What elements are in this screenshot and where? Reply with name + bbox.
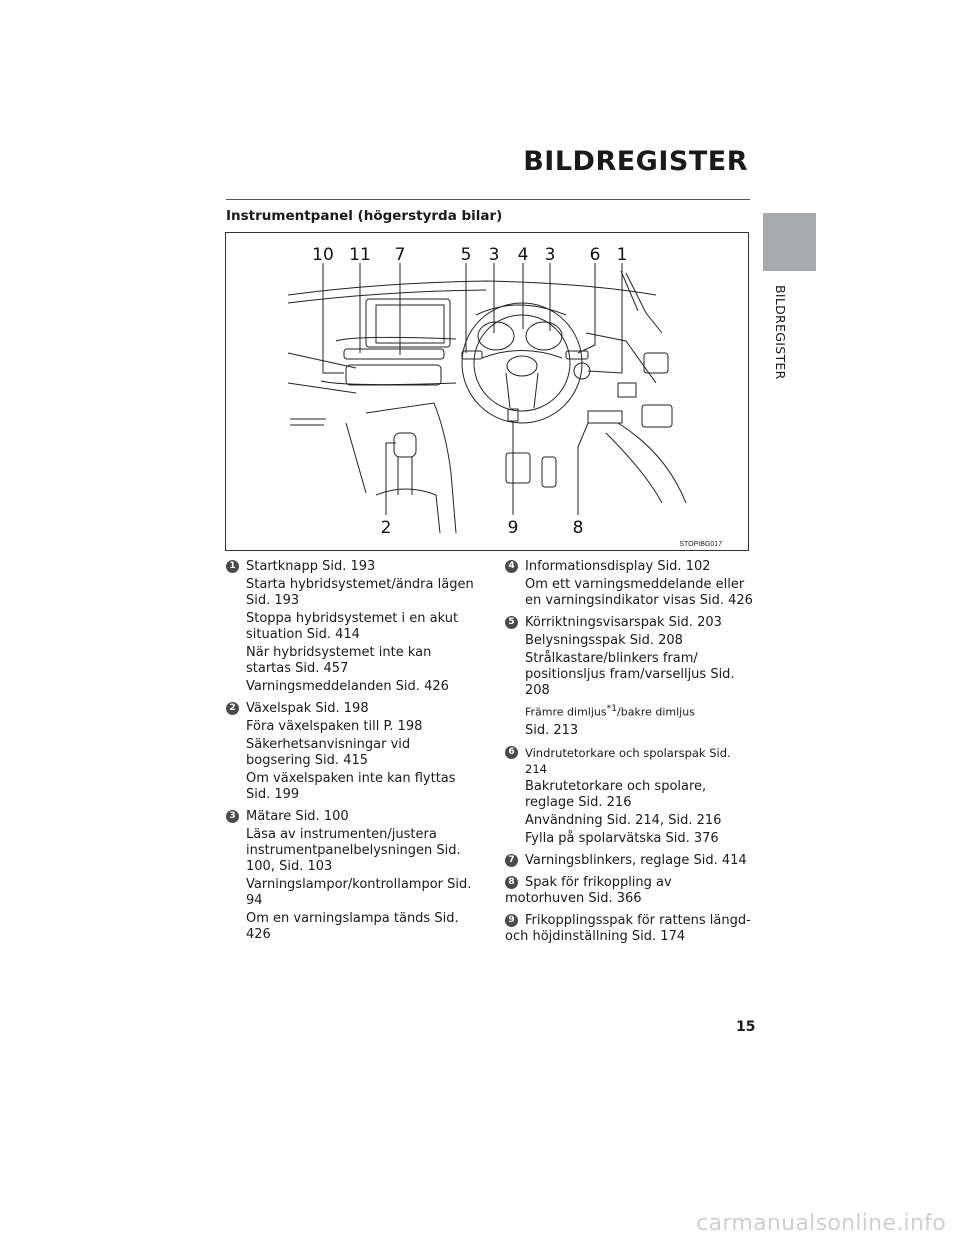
entry-sub: Varningslampor/kontrollampor Sid. 94: [246, 877, 472, 908]
callout-3a: 3: [488, 245, 500, 265]
entry-sub: Starta hybridsystemet/ändra lägen Sid. 193: [246, 577, 474, 608]
entry-4: [505, 559, 755, 609]
callout-1: 1: [616, 245, 628, 265]
callout-5: 5: [460, 245, 472, 265]
entry-sub: Föra växelspaken till P. 198: [246, 719, 423, 734]
entry-9: [505, 913, 755, 945]
entry-title: Vindrutetorkare och spolarspak Sid. 214: [525, 745, 731, 776]
fog-light-line: Främre dimljus$^{*1}$/bakre dimljus: [525, 703, 695, 719]
dashboard-illustration: [226, 233, 748, 550]
entry-sub: Om en varningslampa tänds Sid. 426: [246, 911, 459, 942]
entry-2: [226, 701, 474, 803]
entry-1: [226, 559, 474, 695]
entry-title: Startknapp Sid. 193: [246, 559, 376, 574]
title-rule: [226, 199, 750, 200]
callout-4: 4: [517, 245, 529, 265]
callout-6: 6: [589, 245, 601, 265]
figure-code: STOPIBG017: [679, 541, 722, 548]
item-number-badge: 4: [505, 560, 518, 573]
entry-sub: Om ett varningsmeddelande eller en varningsindikator visas Sid. 426: [525, 577, 753, 608]
right-column: [505, 559, 755, 951]
page-number: 15: [736, 1019, 756, 1035]
entry-title: Mätare Sid. 100: [246, 809, 349, 824]
item-number-badge: 1: [226, 560, 239, 573]
entry-7: [505, 853, 755, 869]
callout-7: 7: [394, 245, 406, 265]
item-number-badge: 9: [505, 914, 518, 927]
side-tab-label: BILDREGISTER: [773, 285, 788, 380]
entry-sub: Stoppa hybridsystemet i en akut situation Sid. 414: [246, 611, 459, 642]
entry-title: Informationsdisplay Sid. 102: [525, 559, 711, 574]
entry-sub: Bakrutetorkare och spolare, reglage Sid. 216: [525, 778, 707, 810]
left-column: [226, 559, 474, 949]
callout-9: 9: [507, 518, 519, 538]
callout-10: 10: [312, 245, 334, 265]
entry-8: [505, 875, 755, 907]
dashboard-figure: [225, 232, 749, 551]
entry-sub: Om växelspaken inte kan flyttas Sid. 199: [246, 771, 456, 802]
item-number-badge: 6: [505, 746, 518, 759]
entry-sub: Läsa av instrumenten/justera instrumentpanelbelysningen Sid. 100, Sid. 103: [246, 827, 461, 874]
entry-title: Varningsblinkers, reglage Sid. 414: [525, 852, 747, 868]
item-number-badge: 3: [226, 810, 239, 823]
watermark: carmanualsonline.info: [696, 1211, 946, 1236]
entry-6: [505, 745, 755, 847]
item-number-badge: 2: [226, 702, 239, 715]
entry-sub: När hybridsystemet inte kan startas Sid. 457: [246, 645, 432, 676]
callout-11: 11: [349, 245, 371, 265]
entry-sub: Fylla på spolarvätska Sid. 376: [525, 830, 719, 846]
item-number-badge: 5: [505, 616, 518, 629]
entry-title: Spak för frikoppling av motorhuven Sid. 366: [505, 874, 672, 906]
entry-sub: Användning Sid. 214, Sid. 216: [525, 812, 722, 828]
entry-sub: Säkerhetsanvisningar vid bogsering Sid. 415: [246, 737, 411, 768]
item-number-badge: 7: [505, 854, 518, 867]
section-subtitle: Instrumentpanel (högerstyrda bilar): [226, 208, 503, 224]
entry-sub: Strålkastare/blinkers fram/ positionsljus fram/varselljus Sid. 208: [525, 651, 735, 698]
entry-title: Växelspak Sid. 198: [246, 701, 369, 716]
entry-sub: Varningsmeddelanden Sid. 426: [246, 679, 449, 694]
item-number-badge: 8: [505, 876, 518, 889]
entry-title: Frikopplingsspak för rattens längd- och höjdinställning Sid. 174: [505, 912, 751, 944]
side-tab: [763, 213, 816, 271]
entry-sub: Belysningsspak Sid. 208: [525, 633, 683, 648]
entry-title: Körriktningsvisarspak Sid. 203: [525, 615, 722, 630]
page-title: BILDREGISTER: [523, 146, 748, 177]
entry-sub: Sid. 213: [525, 722, 579, 738]
entry-3: [226, 809, 474, 943]
entry-5: [505, 615, 755, 739]
callout-8: 8: [572, 518, 584, 538]
callout-2: 2: [380, 518, 392, 538]
callout-3b: 3: [544, 245, 556, 265]
